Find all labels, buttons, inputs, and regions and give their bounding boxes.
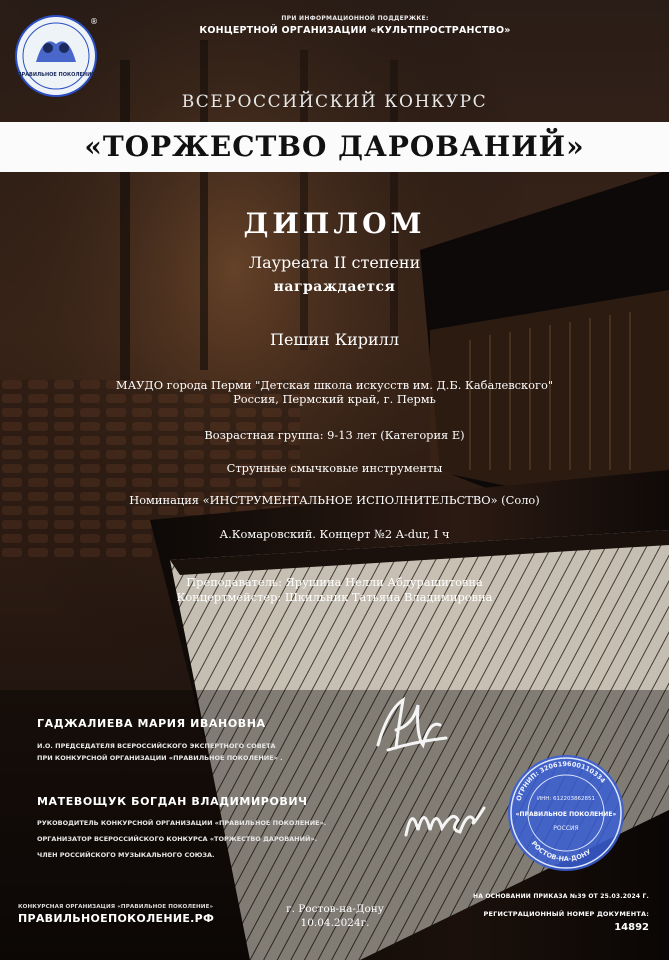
signatory-2-role-line: РУКОВОДИТЕЛЬ КОНКУРСНОЙ ОРГАНИЗАЦИИ «ПРАВИЛЬНОЕ ПОКОЛЕНИЕ». [37, 819, 327, 827]
performed-piece: А.Комаровский. Концерт №2 A-dur, I ч [219, 527, 450, 541]
awarded-label: награждается [273, 279, 396, 295]
logo-text: "ПРАВИЛЬНОЕ ПОКОЛЕНИЕ" [14, 72, 98, 78]
signatory-2-role-line: ОРГАНИЗАТОР ВСЕРОССИЙСКОГО КОНКУРСА «ТОРЖЕСТВО ДАРОВАНИЙ». [37, 835, 318, 843]
teacher: Преподаватель: Ярушина Нелли Абдурашитовна [186, 575, 483, 589]
signature-2 [398, 790, 490, 850]
support-caption: ПРИ ИНФОРМАЦИОННОЙ ПОДДЕРЖКЕ: [281, 15, 429, 22]
pravilnoe-pokolenie-logo [14, 14, 98, 98]
signatory-1-name: ГАДЖАЛИЕВА МАРИЯ ИВАНОВНА [37, 717, 266, 730]
registration-label: РЕГИСТРАЦИОННЫЙ НОМЕР ДОКУМЕНТА: [483, 910, 649, 918]
issue-date: 10.04.2024г. [300, 917, 370, 929]
signatory-1-role-line: ПРИ КОНКУРСНОЙ ОРГАНИЗАЦИИ «ПРАВИЛЬНОЕ ПОКОЛЕНИЕ» . [37, 754, 283, 762]
nomination: Номинация «ИНСТРУМЕНТАЛЬНОЕ ИСПОЛНИТЕЛЬСТВО» (Соло) [129, 493, 540, 507]
issue-city: г. Ростов-на-Дону [286, 903, 384, 915]
age-group: Возрастная группа: 9-13 лет (Категория E) [204, 428, 465, 442]
signatory-2-name: МАТЕВОЩУК БОГДАН ВЛАДИМИРОВИЧ [37, 795, 308, 808]
institution-name: МАУДО города Перми "Детская школа искусств им. Д.Б. Кабалевского" [115, 378, 554, 392]
registration-number: 14892 [614, 922, 649, 933]
contest-name: «ТОРЖЕСТВО ДАРОВАНИЙ» [84, 130, 585, 163]
stamp-ogrnip: ОГРНИП: 320619600110334 [514, 759, 608, 802]
recipient-name: Пешин Кирилл [270, 330, 399, 349]
signatory-1-role-line: И.О. ПРЕДСЕДАТЕЛЯ ВСЕРОССИЙСКОГО ЭКСПЕРТНОГО СОВЕТА [37, 742, 276, 750]
contest-type: ВСЕРОССИЙСКИЙ КОНКУРС [181, 92, 488, 112]
signatory-2-role-line: ЧЛЕН РОССИЙСКОГО МУЗЫКАЛЬНОГО СОЮЗА. [37, 851, 215, 859]
registered-mark: ® [90, 17, 98, 26]
stamp-city: РОСТОВ-НА-ДОНУ [529, 839, 593, 864]
diploma-title: ДИПЛОМ [243, 207, 426, 240]
institution-location: Россия, Пермский край, г. Пермь [233, 392, 436, 406]
stamp-country: РОССИЯ [553, 825, 579, 832]
order-basis: НА ОСНОВАНИИ ПРИКАЗА №39 ОТ 25.03.2024 Г. [472, 893, 649, 900]
support-organization: КОНЦЕРТНОЙ ОРГАНИЗАЦИИ «КУЛЬТПРОСТРАНСТВО» [199, 25, 511, 36]
instrument-category: Струнные смычковые инструменты [226, 461, 443, 475]
official-stamp [505, 752, 627, 874]
stamp-inn: ИНН: 612203862851 [537, 796, 595, 802]
accompanist: Концертмейстер: Шкильник Татьяна Владимировна [176, 590, 493, 604]
signature-1 [368, 690, 450, 760]
website-link[interactable]: ПРАВИЛЬНОЕПОКОЛЕНИЕ.РФ [18, 912, 215, 925]
laureate-degree: Лауреата II степени [248, 253, 421, 272]
footer-org-label: КОНКУРСНАЯ ОРГАНИЗАЦИЯ «ПРАВИЛЬНОЕ ПОКОЛЕНИЕ» [18, 904, 214, 910]
stamp-org: «ПРАВИЛЬНОЕ ПОКОЛЕНИЕ» [515, 811, 617, 818]
